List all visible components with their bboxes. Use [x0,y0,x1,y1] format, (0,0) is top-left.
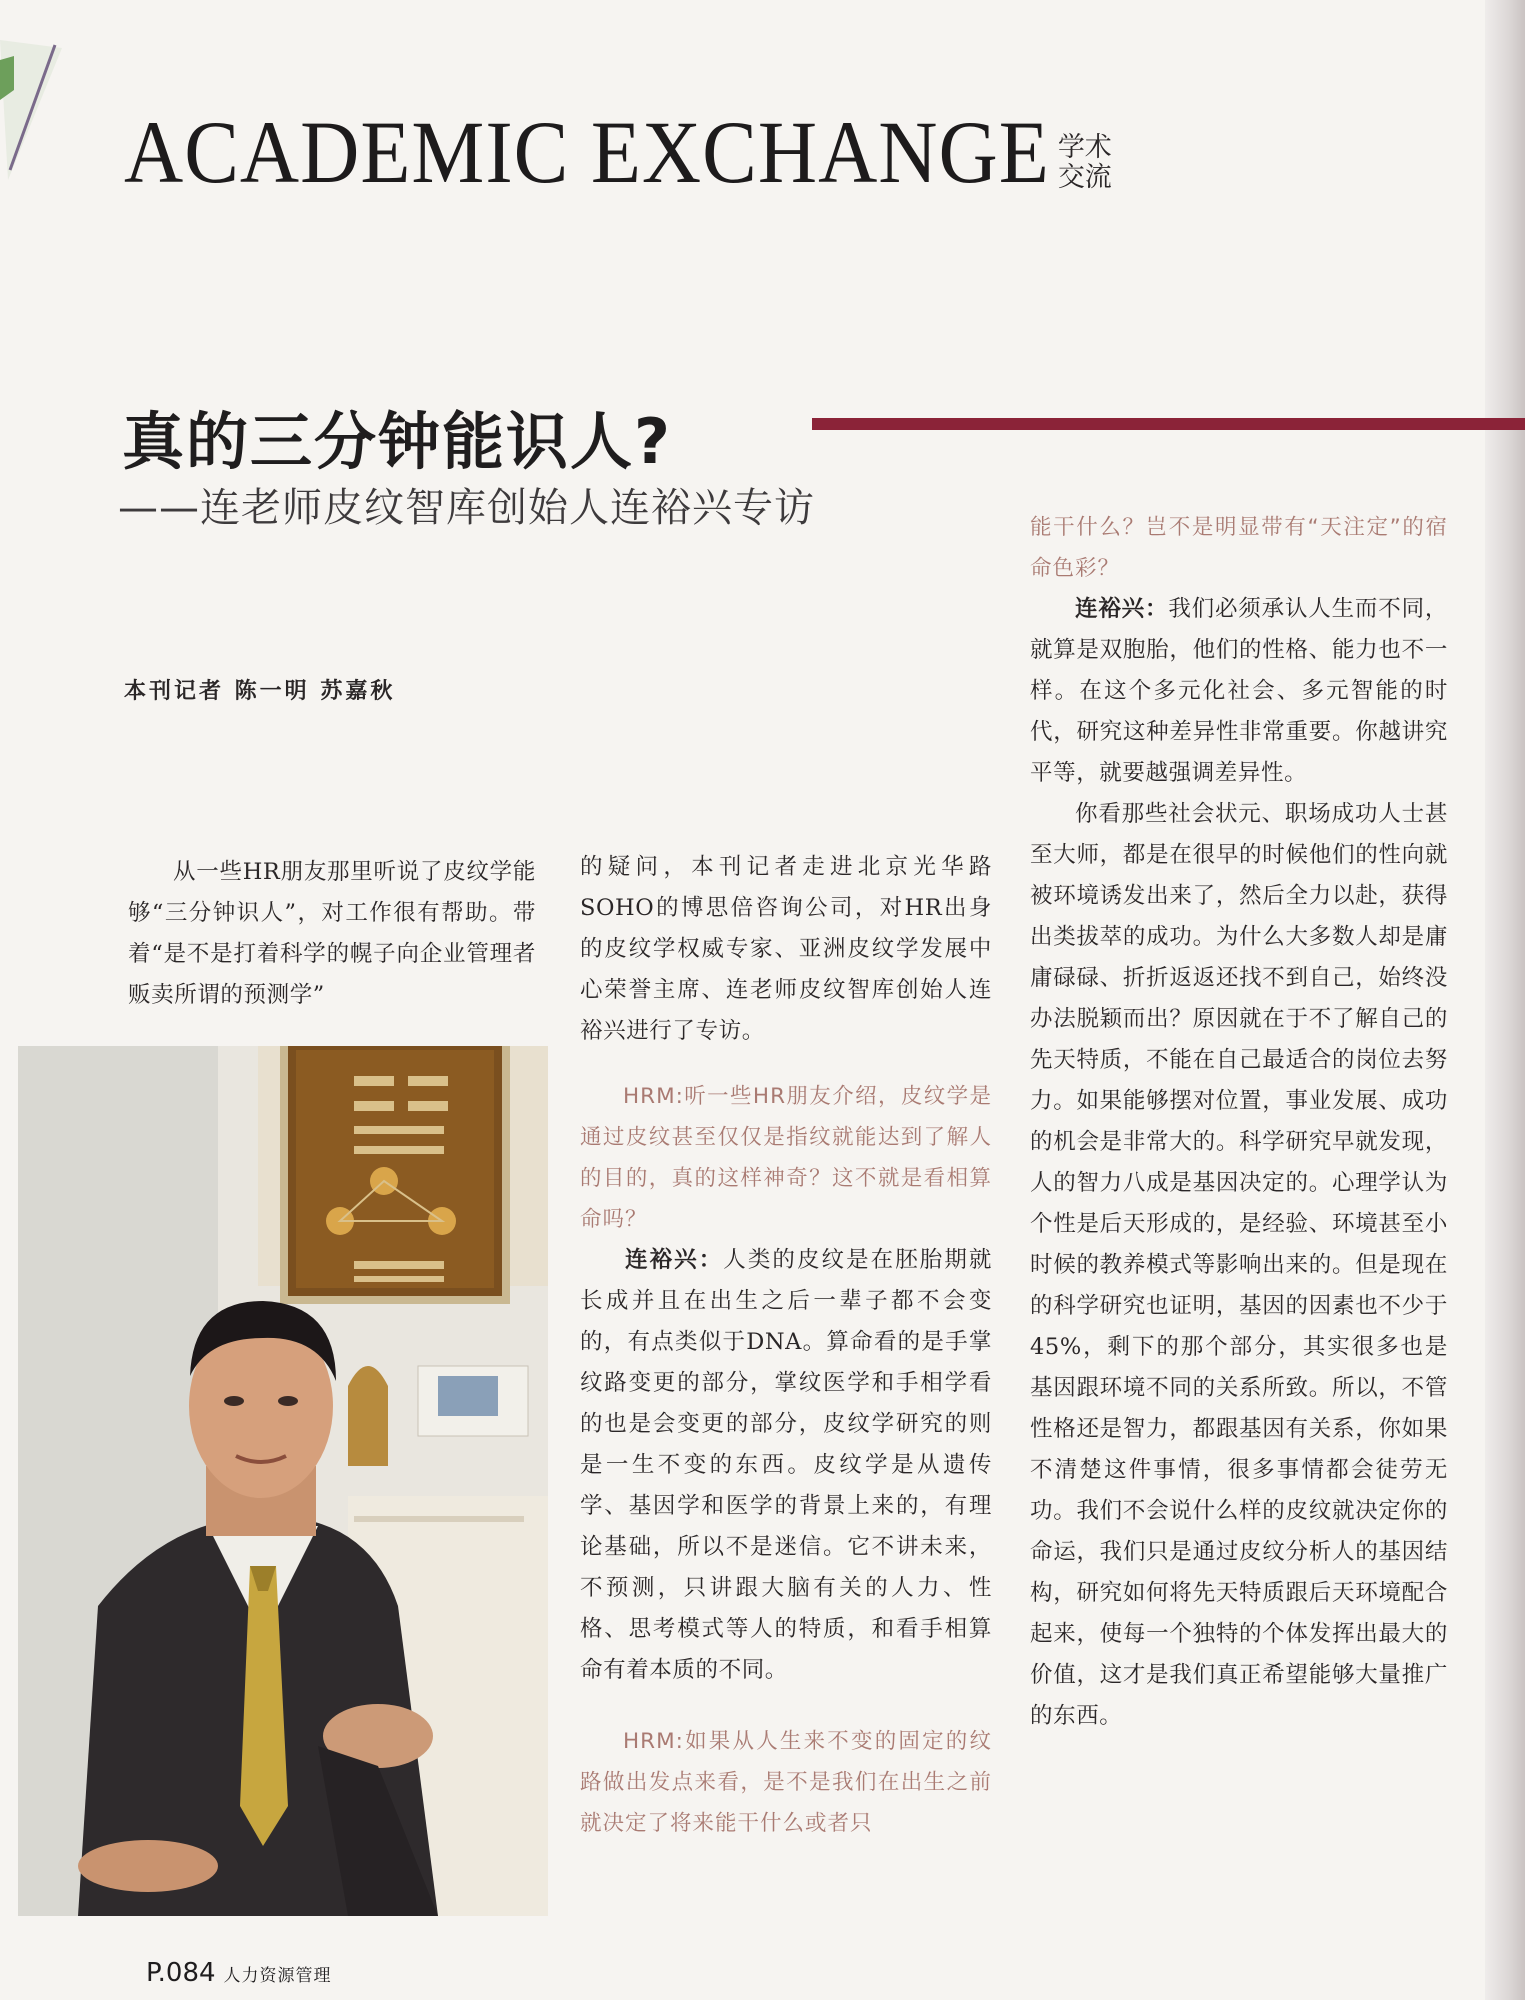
answer-2-text: 我们必须承认人生而不同，就算是双胞胎，他们的性格、能力也不一样。在这个多元化社会、多元智能的时代，研究这种差异性非常重要。你越讲究平等，就要越强调差异性。 [1030,596,1448,786]
page-footer [146,1958,332,1988]
portrait-illustration [18,1046,548,1916]
answer-2-paragraph-2: 你看那些社会状元、职场成功人士甚至大师，都是在很早的时候他们的性向就被环境诱发出来了，然后全力以赴，获得出类拔萃的成功。为什么大多数人却是庸庸碌碌、折折返返还找不到自己，始终没办法脱颖而出？原因就在于不了解自己的先天特质，不能在自己最适合的岗位去努力。如果能够摆对位置，事业发展、成功的机会是非常大的。科学研究早就发现，人的智力八成是基因决定的。心理学认为个性是后天形成的，是经验、环境甚至小时候的教养模式等影响出来的。但是现在的科学研究也证明，基因的因素也不少于45%，剩下的那个部分，其实很多也是基因跟环境不同的关系所致。所以，不管性格还是智力，都跟基因有关系，你如果不清楚这件事情，很多事情都会徒劳无功。我们不会说什么样的皮纹就决定你的命运，我们只是通过皮纹分析人的基因结构，研究如何将先天特质跟后天环境配合起来，使每一个独特的个体发挥出最大的价值，这才是我们真正希望能够大量推广的东西。 [1030,801,1448,1729]
intro-paragraph-cont: 的疑问，本刊记者走进北京光华路SOHO的博思倍咨询公司，对HR出身的皮纹学权威专家、亚洲皮纹学发展中心荣誉主席、连老师皮纹智库创始人连裕兴进行了专访。 [580,854,992,1044]
corner-decoration [0,30,70,180]
answer-2 [1030,589,1448,794]
intro-paragraph: 从一些HR朋友那里听说了皮纹学能够“三分钟识人”，对工作很有帮助。带着“是不是打着科学的幌子向企业管理者贩卖所谓的预测学” [128,859,536,1008]
speaker-label: 连裕兴： [625,1247,724,1273]
article-subtitle: ——连老师皮纹智库创始人连裕兴专访 [118,485,815,531]
section-header [124,103,1116,202]
article-title: 真的三分钟能识人? [122,405,672,478]
answer-1-text: 人类的皮纹是在胚胎期就长成并且在出生之后一辈子都不会变的，有点类似于DNA。算命看的是手掌纹路变更的部分，掌纹医学和手相学看的也是会变更的部分，皮纹学研究的则是一生不变的东西。皮纹学是从遗传学、基因学和医学的背景上来的，有理论基础，所以不是迷信。它不讲未来，不预测，只讲跟大脑有关的人力、性格、思考模式等人的特质，和看手相算命有着本质的不同。 [580,1247,992,1683]
question-1: HRM:听一些HR朋友介绍，皮纹学是通过皮纹甚至仅仅是指纹就能达到了解人的目的，真的这样神奇？这不就是看相算命吗？ [580,1084,992,1232]
page-prefix: P. [146,1958,166,1988]
speaker-label: 连裕兴： [1075,596,1169,622]
answer-1 [580,1240,992,1691]
column-2 [580,847,992,1844]
title-rule [812,418,1525,430]
page-edge-shadow [1485,0,1525,2000]
byline: 本刊记者 陈一明 苏嘉秋 [124,678,396,704]
page-number: 084 [165,1958,216,1988]
question-2-cont: 能干什么？岂不是明显带有“天注定”的宿命色彩？ [1030,515,1448,581]
section-title-en: ACADEMIC EXCHANGE [124,103,1050,202]
magazine-name: 人力资源管理 [223,1966,332,1986]
column-3 [1030,507,1448,1737]
section-title-cn: 学术交流 [1057,132,1112,193]
question-2: HRM:如果从人生来不变的固定的纹路做出发点来看，是不是我们在出生之前就决定了将来能干什么或者只 [580,1729,992,1836]
column-1 [128,852,536,1016]
interview-photo [18,1046,548,1916]
